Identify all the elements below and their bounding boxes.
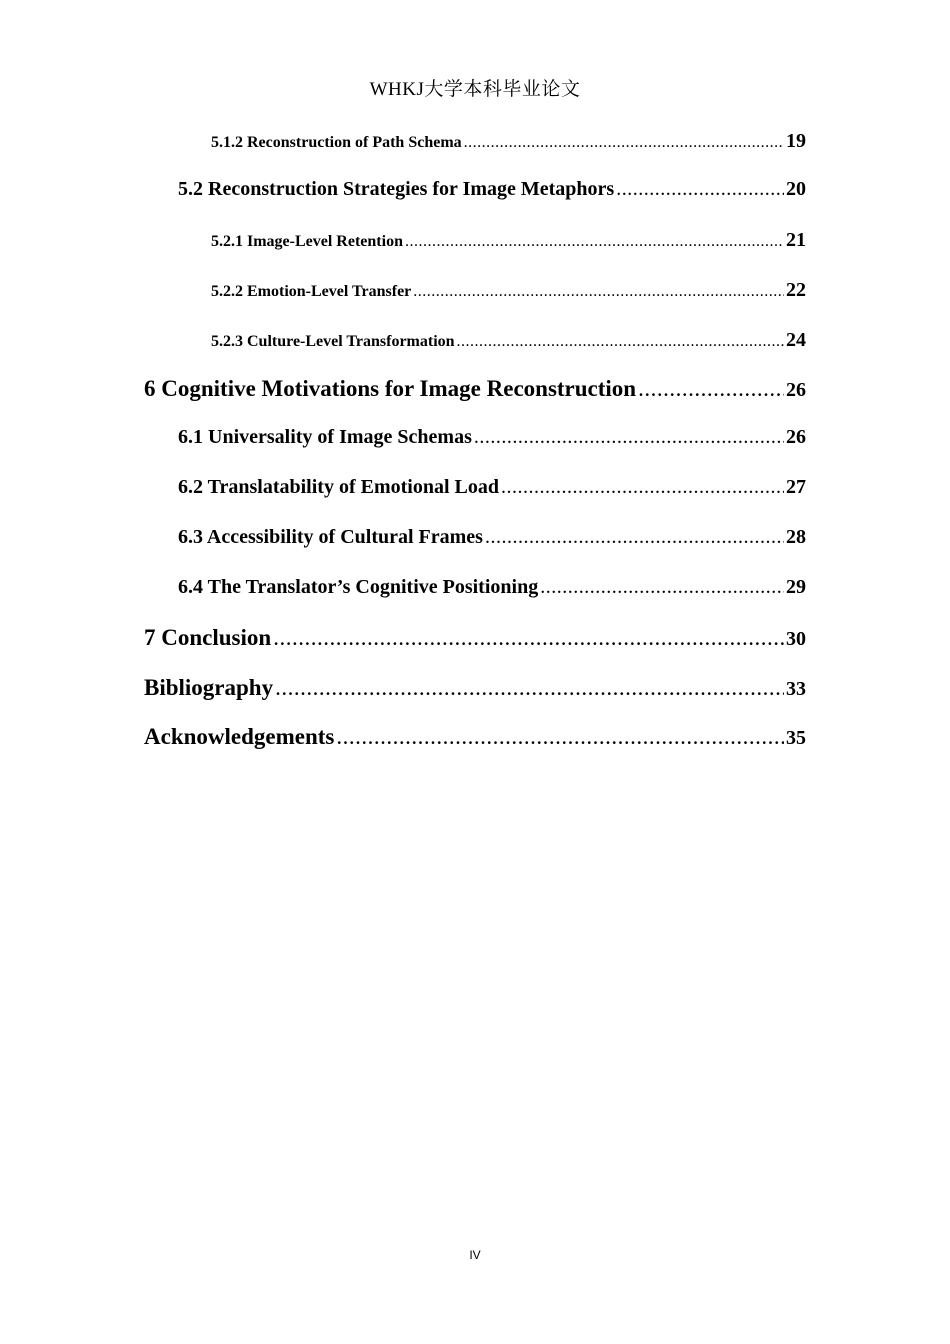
toc-entry-page: 35 <box>786 727 806 749</box>
toc-entry-page: 24 <box>786 329 806 351</box>
toc-entry-page: 30 <box>786 628 806 650</box>
toc-entry-page: 19 <box>786 130 806 152</box>
toc-entry-5-2-2[interactable] <box>211 279 806 302</box>
toc-entry-page: 28 <box>786 526 806 548</box>
toc-dot-leader <box>540 576 784 599</box>
toc-dot-leader <box>405 233 784 251</box>
toc-dot-leader <box>485 526 784 549</box>
toc-entry-title: 6 Cognitive Motivations for Image Reconstruction <box>144 376 637 401</box>
toc-entry-title: Bibliography <box>144 675 274 700</box>
toc-entry-page: 33 <box>786 678 806 700</box>
toc-entry-5-2-1[interactable] <box>211 229 806 252</box>
toc-entry-title: 6.3 Accessibility of Cultural Frames <box>178 526 483 548</box>
toc-entry-6-2[interactable] <box>178 476 806 499</box>
toc-entry-page: 29 <box>786 576 806 598</box>
toc-entry-6-1[interactable] <box>178 426 806 449</box>
toc-entry-page: 21 <box>786 229 806 251</box>
toc-entry-bibliography[interactable] <box>144 675 806 701</box>
toc-dot-leader <box>464 134 784 152</box>
toc-entry-page: 26 <box>786 379 806 401</box>
running-header: WHKJ大学本科毕业论文 <box>369 79 581 100</box>
toc-entry-5-2[interactable] <box>178 178 806 201</box>
toc-entry-title: 5.2.1 Image-Level Retention <box>211 233 403 250</box>
toc-entry-title: 5.2.2 Emotion-Level Transfer <box>211 283 412 300</box>
toc-entry-page: 22 <box>786 279 806 301</box>
toc-entry-acknowledgements[interactable] <box>144 724 806 750</box>
toc-entry-title: 6.1 Universality of Image Schemas <box>178 426 472 448</box>
toc-dot-leader <box>616 178 784 201</box>
toc-entry-title: 6.2 Translatability of Emotional Load <box>178 476 499 498</box>
toc-entry-title: Acknowledgements <box>144 724 335 749</box>
toc-entry-title: 5.2 Reconstruction Strategies for Image Metaphors <box>178 178 615 200</box>
toc-entry-title: 7 Conclusion <box>144 625 272 650</box>
toc-entry-6-3[interactable] <box>178 526 806 549</box>
toc-dot-leader <box>638 376 784 402</box>
toc-entry-page: 20 <box>786 178 806 200</box>
toc-entry-title: 5.1.2 Reconstruction of Path Schema <box>211 134 462 151</box>
toc-dot-leader <box>336 724 784 750</box>
toc-dot-leader <box>474 426 784 449</box>
toc-entry-page: 27 <box>786 476 806 498</box>
toc-entry-chapter-6[interactable] <box>144 376 806 402</box>
toc-entry-5-2-3[interactable] <box>211 329 806 352</box>
toc-entry-chapter-7[interactable] <box>144 625 806 651</box>
toc-dot-leader <box>273 625 784 651</box>
toc-entry-6-4[interactable] <box>178 576 806 599</box>
page-number: IV <box>469 1248 481 1262</box>
toc-dot-leader <box>413 283 784 301</box>
toc-dot-leader <box>501 476 784 499</box>
toc-entry-5-1-2[interactable] <box>211 130 806 153</box>
toc-dot-leader <box>457 333 784 351</box>
toc-entry-title: 6.4 The Translator’s Cognitive Positioning <box>178 576 539 598</box>
toc-dot-leader <box>275 675 784 701</box>
toc-entry-page: 26 <box>786 426 806 448</box>
toc-entry-title: 5.2.3 Culture-Level Transformation <box>211 333 455 350</box>
